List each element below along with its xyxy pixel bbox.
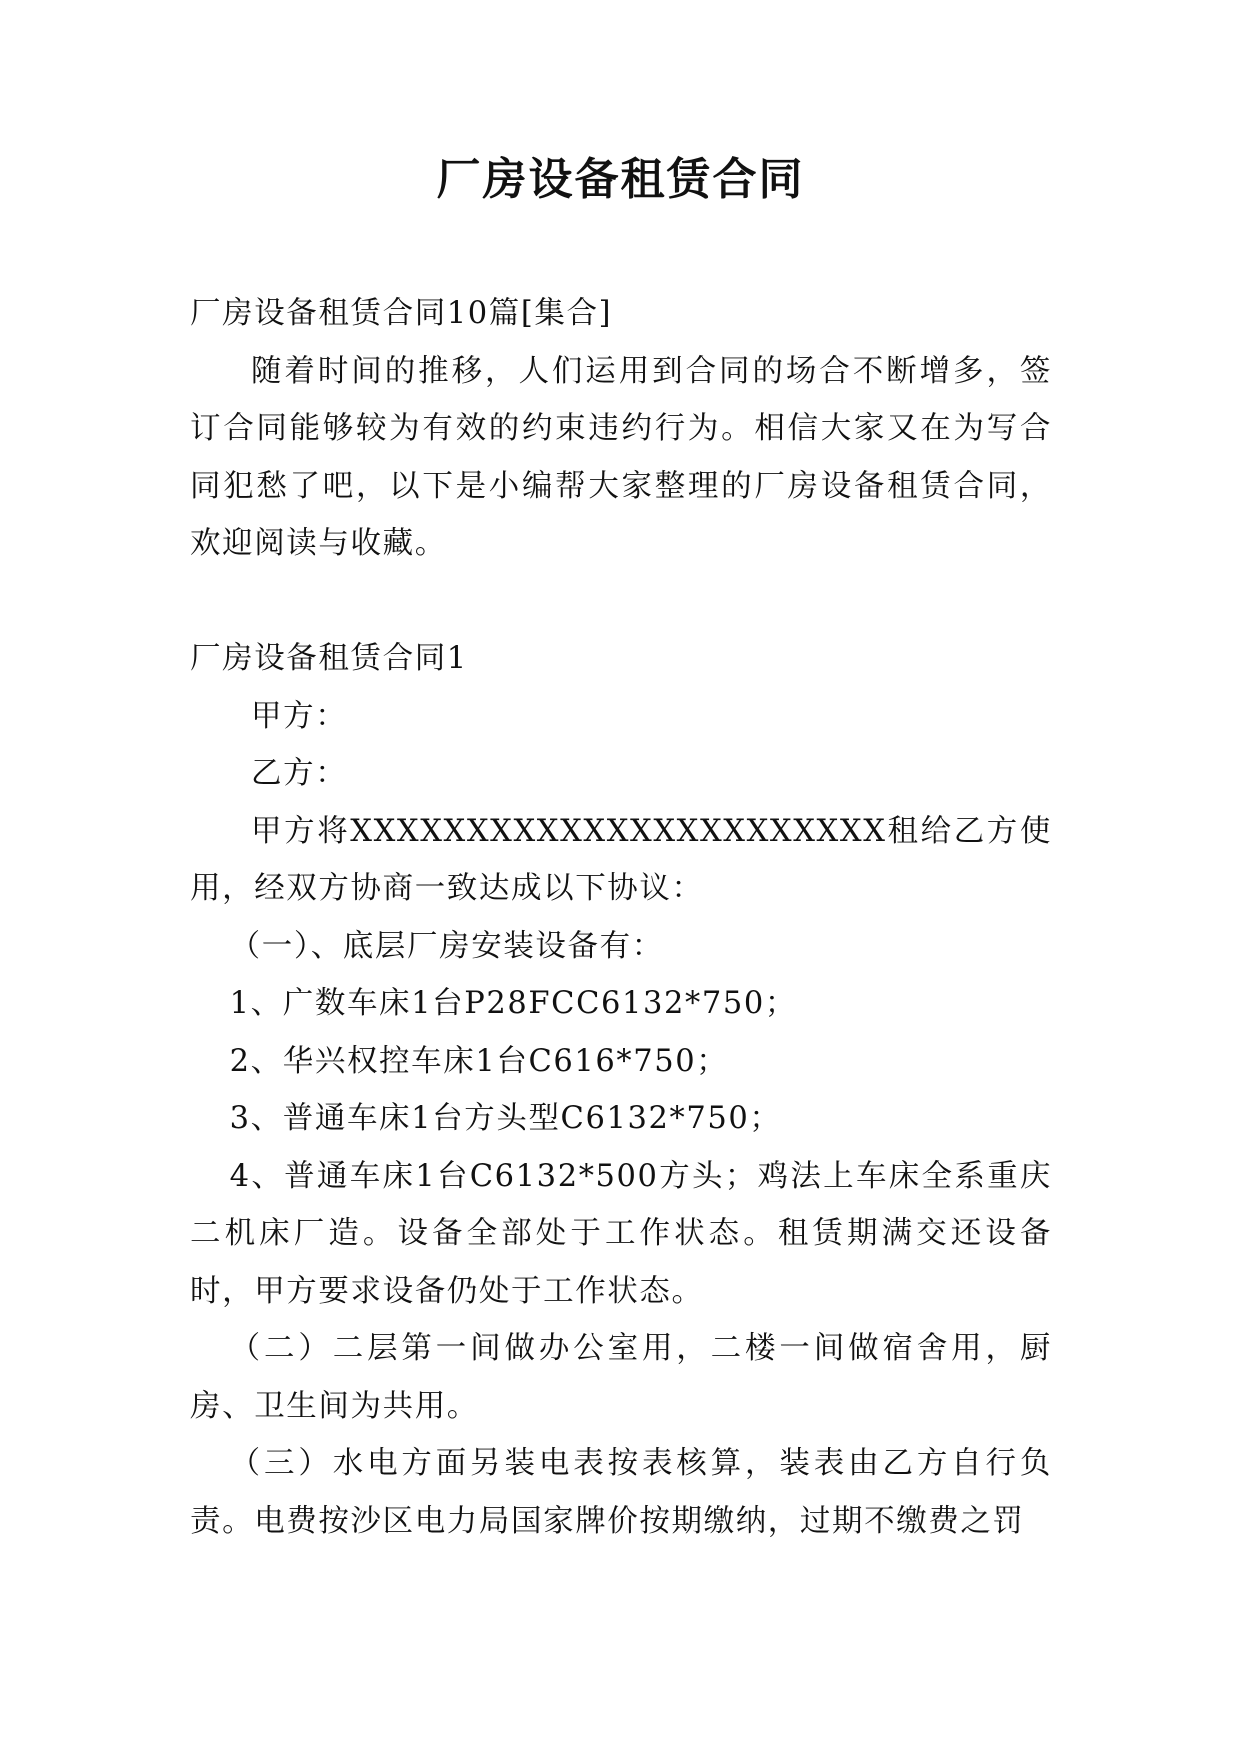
equipment-item-3: 3、普通车床1台方头型C6132*750； — [229, 1101, 782, 1136]
document-title: 厂房设备租赁合同 — [436, 154, 805, 205]
paragraph-gap — [190, 573, 1052, 631]
clause-one-heading: （一）、底层厂房安装设备有： — [229, 928, 664, 964]
party-b-line: 乙方： — [251, 756, 348, 791]
document-subtitle: 厂房设备租赁合同10篇[集合] — [190, 296, 613, 331]
equipment-item-1: 1、广数车床1台P28FCC6132*750； — [229, 986, 798, 1021]
section-heading: 厂房设备租赁合同1 — [190, 641, 468, 676]
clause-three-paragraph: （三）水电方面另装电表按表核算，装表由乙方自行负责。电费按沙区电力局国家牌价按期缴纳，过期不缴费之罚 — [190, 1446, 1052, 1539]
lease-clause-paragraph: 甲方将XXXXXXXXXXXXXXXXXXXXXXX租给乙方使用，经双方协商一致达成以下协议： — [190, 813, 1052, 906]
clause-two-paragraph: （二）二层第一间做办公室用，二楼一间做宿舍用，厨房、卫生间为共用。 — [190, 1331, 1052, 1424]
equipment-item-2: 2、华兴权控车床1台C616*750； — [229, 1043, 729, 1079]
equipment-item-4: 4、普通车床1台C6132*500方头；鸡法上车床全系重庆二机床厂造。设备全部处于工作状态。租赁期满交还设备时，甲方要求设备仍处于工作状态。 — [190, 1158, 1052, 1309]
intro-paragraph: 随着时间的推移，人们运用到合同的场合不断增多，签订合同能够较为有效的约束违约行为。相信大家又在为写合同犯愁了吧，以下是小编帮大家整理的厂房设备租赁合同，欢迎阅读与收藏。 — [190, 353, 1052, 561]
document-body — [190, 285, 1052, 1550]
party-a-line: 甲方： — [251, 698, 348, 734]
